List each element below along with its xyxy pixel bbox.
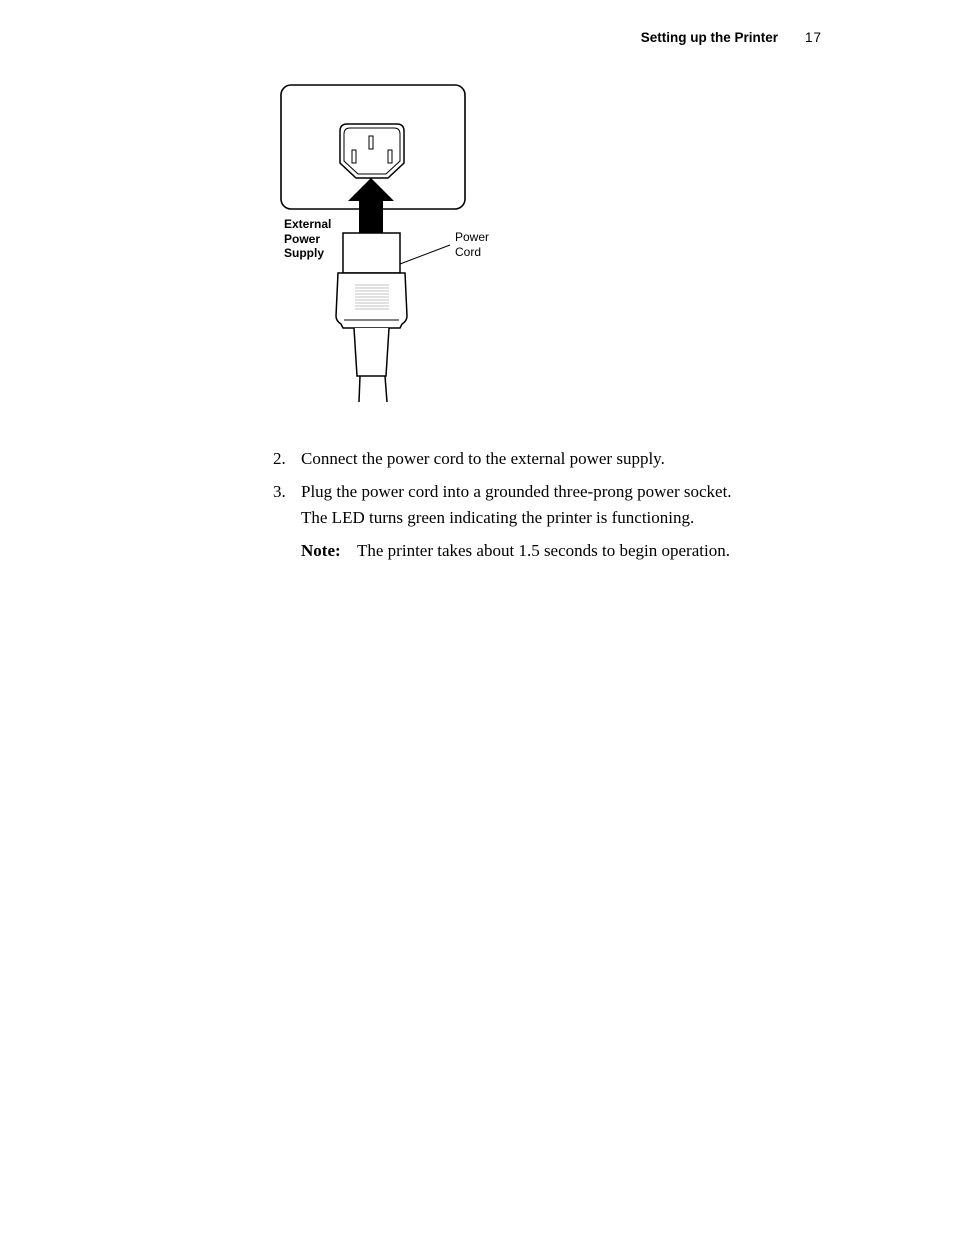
step-text: Plug the power cord into a grounded three-prong power socket. The LED turns green indicating the printer is functioning. — [301, 482, 732, 527]
cord-strain-relief — [354, 328, 389, 376]
step-number: 3. — [273, 482, 286, 501]
step-text: Connect the power cord to the external power supply. — [301, 449, 665, 468]
instruction-steps — [273, 446, 793, 564]
plug-head — [343, 233, 400, 273]
running-header — [560, 28, 822, 48]
power-cord-label: Power Cord — [455, 230, 490, 259]
power-cord-right-edge — [385, 376, 387, 402]
note-label: Note: — [301, 541, 341, 560]
power-cord-leader-line — [400, 245, 450, 264]
external-power-supply-label: External Power Supply — [284, 217, 332, 260]
note — [301, 538, 793, 564]
step-item — [273, 446, 793, 472]
note-text: The printer takes about 1.5 seconds to begin operation. — [357, 541, 730, 560]
power-connection-figure — [270, 80, 510, 410]
power-inlet-socket-outer — [340, 124, 404, 178]
power-cord-left-edge — [359, 376, 360, 402]
section-title: Setting up the Printer — [640, 30, 778, 45]
socket-prong-left — [352, 150, 356, 163]
socket-prong-ground — [369, 136, 373, 149]
step-number: 2. — [273, 449, 286, 468]
step-item — [273, 479, 793, 531]
socket-prong-right — [388, 150, 392, 163]
page-number: 17 — [804, 30, 822, 45]
